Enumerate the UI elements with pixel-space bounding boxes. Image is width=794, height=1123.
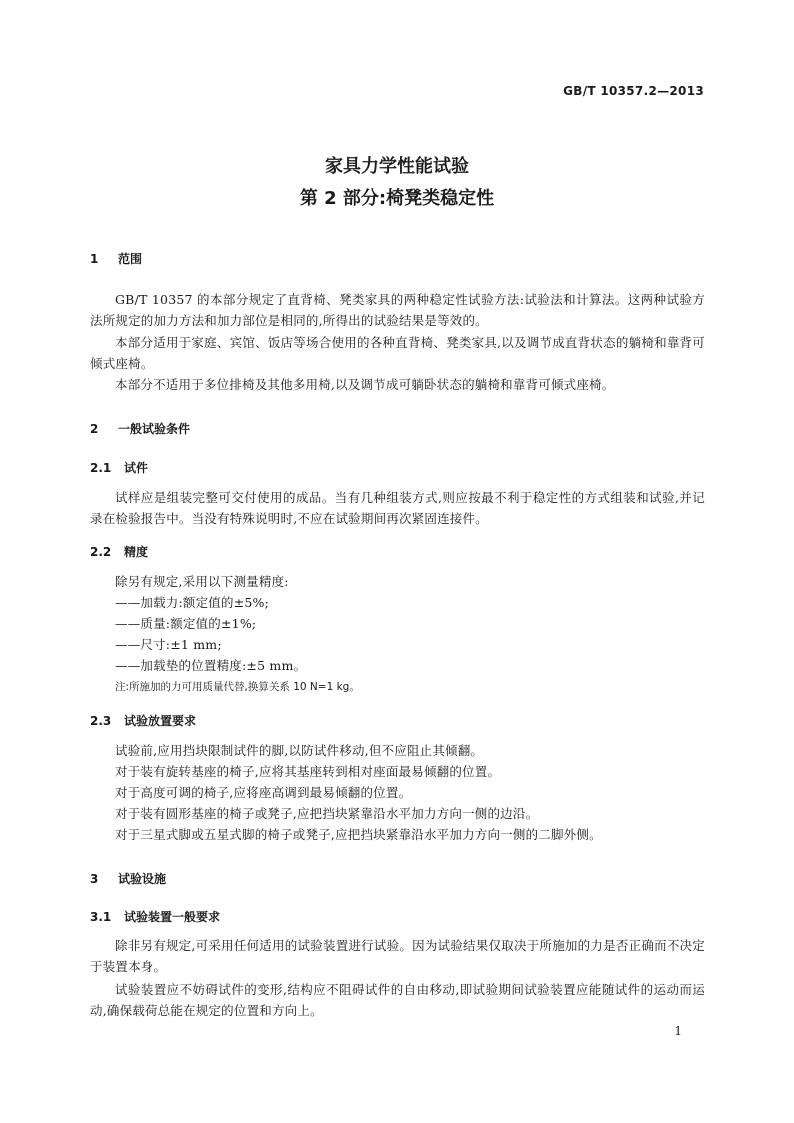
precision-item: ——尺寸:±1 mm;	[115, 637, 222, 652]
placement-line: 试验前,应用挡块限制试件的脚,以防试件移动,但不应阻止其倾翻。	[115, 743, 484, 758]
section-3-1-heading	[90, 908, 705, 925]
section-2-1-paragraph: 试样应是组装完整可交付使用的成品。当有几种组装方式,则应按最不利于稳定性的方式组装和试验,并记录在检验报告中。当没有特殊说明时,不应在试验期间再次紧固连接件。	[90, 490, 705, 526]
precision-intro: 除另有规定,采用以下测量精度:	[115, 574, 289, 589]
section-1-paragraph-2: 本部分适用于家庭、宾馆、饭店等场合使用的各种直背椅、凳类家具,以及调节成直背状态的躺椅和靠背可倾式座椅。	[90, 335, 705, 371]
section-number: 1	[90, 252, 99, 266]
subsection-number: 2.3	[90, 714, 112, 728]
section-3-1-paragraph-2: 试验装置应不妨碍试件的变形,结构应不阻碍试件的自由移动,即试验期间试验装置应能随试件的运动而运动,确保载荷总能在规定的位置和方向上。	[90, 982, 705, 1018]
section-1-heading	[90, 250, 705, 267]
section-2-1-heading	[90, 459, 705, 476]
section-3-1-paragraph-1: 除非另有规定,可采用任何适用的试验装置进行试验。因为试验结果仅取决于所施加的力是否正确而不决定于装置本身。	[90, 938, 705, 974]
placement-line: 对于高度可调的椅子,应将座高调到最易倾翻的位置。	[115, 785, 412, 800]
page-number: 1	[674, 1024, 682, 1038]
placement-line: 对于三星式脚或五星式脚的椅子或凳子,应把挡块紧靠沿水平加力方向一侧的二脚外侧。	[115, 827, 602, 842]
subsection-title: 试验放置要求	[124, 714, 197, 728]
document-subtitle: 第 2 部分:椅凳类稳定性	[299, 188, 495, 209]
subsection-title: 试件	[124, 461, 149, 475]
subsection-title: 精度	[124, 545, 149, 559]
precision-item: ——质量:额定值的±1%;	[115, 616, 257, 631]
section-2-2-heading	[90, 543, 705, 560]
section-2-3-heading	[90, 712, 705, 729]
section-3-heading	[90, 870, 705, 887]
section-title: 范围	[118, 252, 143, 266]
subsection-number: 2.2	[90, 545, 112, 559]
subsection-number: 2.1	[90, 461, 112, 475]
precision-note: 注:所施加的力可用质量代替,换算关系 10 N=1 kg。	[115, 681, 360, 693]
precision-item: ——加载垫的位置精度:±5 mm。	[115, 658, 307, 673]
placement-line: 对于装有圆形基座的椅子或凳子,应把挡块紧靠沿水平加力方向一侧的边沿。	[115, 806, 539, 821]
section-number: 2	[90, 422, 99, 436]
document-title: 家具力学性能试验	[325, 156, 469, 177]
section-title: 试验设施	[118, 872, 167, 886]
section-1-paragraph-3: 本部分不适用于多位排椅及其他多用椅,以及调节成可躺卧状态的躺椅和靠背可倾式座椅。	[115, 377, 615, 392]
section-1-paragraph-1: GB/T 10357 的本部分规定了直背椅、凳类家具的两种稳定性试验方法:试验法和计算法。这两种试验方法所规定的加力方法和加力部位是相同的,所得出的试验结果是等效的。	[90, 292, 705, 328]
section-title: 一般试验条件	[118, 422, 191, 436]
placement-line: 对于装有旋转基座的椅子,应将其基座转到相对座面最易倾翻的位置。	[115, 764, 501, 779]
precision-item: ——加载力:额定值的±5%;	[115, 595, 270, 610]
section-2-heading	[90, 420, 705, 437]
subsection-title: 试验装置一般要求	[124, 910, 221, 924]
standard-code: GB/T 10357.2—2013	[563, 84, 704, 98]
subsection-number: 3.1	[90, 910, 112, 924]
section-number: 3	[90, 872, 99, 886]
